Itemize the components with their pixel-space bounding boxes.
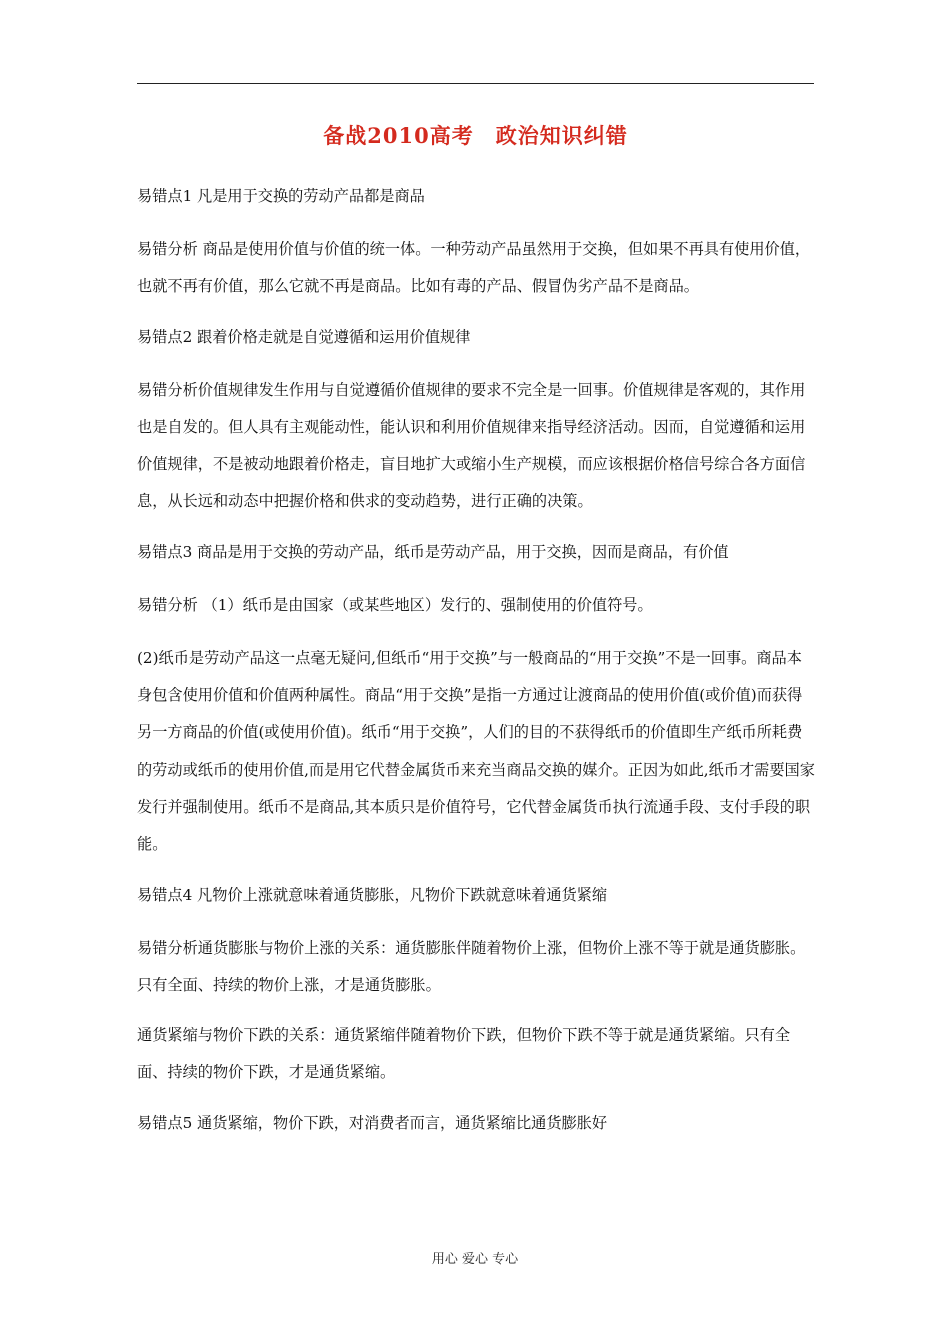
header-rule: [137, 83, 814, 84]
error-analysis-4-inflation: 易错分析通货膨胀与物价上涨的关系：通货膨胀伴随着物价上涨，但物价上涨不等于就是通货膨胀。只有全面、持续的物价上涨，才是通货膨胀。: [137, 938, 806, 994]
page-footer: 用心 爱心 专心: [431, 1252, 519, 1267]
error-point-3: 易错点3 商品是用于交换的劳动产品，纸币是劳动产品，用于交换，因而是商品，有价值: [137, 542, 729, 561]
document-body: [137, 178, 817, 1158]
error-point-1: 易错点1 凡是用于交换的劳动产品都是商品: [137, 187, 425, 205]
error-point-2: 易错点2 跟着价格走就是自觉遵循和运用价值规律: [137, 327, 471, 346]
error-analysis-3-part-2: (2)纸币是劳动产品这一点毫无疑问,但纸币“用于交换”与一般商品的“用于交换”不是一回事。商品本身包含使用价值和价值两种属性。商品“用于交换”是指一方通过让渡商品的使用价值(或价值)而获得另一方商品的价值(或使用价值)。纸币“用于交换”，人们的目的不获得纸币的价值即生产纸币所耗费的劳动或纸币的使用价值,而是用它代替金属货币来充当商品交换的媒介。正因为如此,纸币才需要国家发行并强制使用。纸币不是商品,其本质只是价值符号，它代替金属货币执行流通手段、支付手段的职能。: [137, 648, 815, 854]
page-title: 备战2010高考 政治知识纠错: [323, 123, 628, 148]
error-point-4: 易错点4 凡物价上涨就意味着通货膨胀，凡物价下跌就意味着通货紧缩: [137, 885, 608, 904]
error-analysis-3-part-1: 易错分析 （1）纸币是由国家（或某些地区）发行的、强制使用的价值符号。: [137, 595, 653, 614]
error-analysis-1: 易错分析 商品是使用价值与价值的统一体。一种劳动产品虽然用于交换，但如果不再具有使用价值，也就不再有价值，那么它就不再是商品。比如有毒的产品、假冒伪劣产品不是商品。: [137, 240, 811, 296]
error-point-5: 易错点5 通货紧缩，物价下跌，对消费者而言，通货紧缩比通货膨胀好: [137, 1113, 608, 1132]
error-analysis-2: 易错分析价值规律发生作用与自觉遵循价值规律的要求不完全是一回事。价值规律是客观的，其作用也是自发的。但人具有主观能动性，能认识和利用价值规律来指导经济活动。因而，自觉遵循和运用价值规律，不是被动地跟着价格走，盲目地扩大或缩小生产规模，而应该根据价格信号综合各方面信息，从长远和动态中把握价格和供求的变动趋势，进行正确的决策。: [137, 380, 806, 511]
error-analysis-4-deflation: 通货紧缩与物价下跌的关系：通货紧缩伴随着物价下跌，但物价下跌不等于就是通货紧缩。只有全面、持续的物价下跌，才是通货紧缩。: [137, 1026, 791, 1082]
